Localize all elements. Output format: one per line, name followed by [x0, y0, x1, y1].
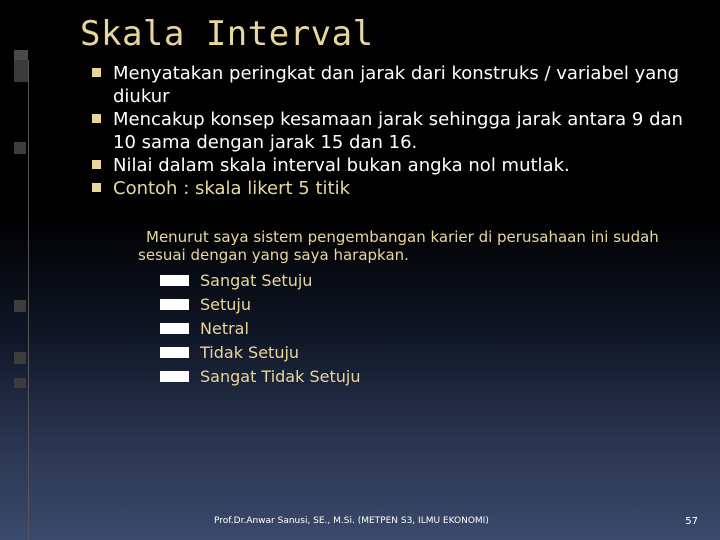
likert-option	[160, 268, 360, 292]
checkbox-icon	[160, 299, 189, 310]
decorative-block	[14, 142, 26, 154]
checkbox-icon	[160, 347, 189, 358]
bullet-text: Menyatakan peringkat dan jarak dari konstruks / variabel yang diukur	[113, 63, 680, 107]
likert-option-label: Netral	[200, 318, 249, 338]
bullet-text: Nilai dalam skala interval bukan angka nol mutlak.	[113, 155, 570, 176]
bullet-text: Contoh : skala likert 5 titik	[113, 178, 350, 199]
likert-option	[160, 340, 360, 364]
likert-option	[160, 292, 360, 316]
likert-option-label: Setuju	[200, 294, 251, 314]
left-divider-line	[28, 60, 29, 540]
bullet-item	[92, 108, 692, 154]
survey-question	[138, 228, 698, 264]
checkbox-icon	[160, 371, 189, 382]
decorative-block	[14, 378, 26, 388]
slide-title: Skala Interval	[80, 14, 374, 54]
likert-option-label: Sangat Setuju	[200, 270, 313, 290]
bullet-item	[92, 177, 692, 200]
checkbox-icon	[160, 275, 189, 286]
likert-option-label: Tidak Setuju	[200, 342, 300, 362]
bullet-item	[92, 154, 692, 177]
decorative-block	[14, 50, 28, 60]
footer-text: Prof.Dr.Anwar Sanusi, SE., M.Si. (METPEN S3, ILMU EKONOMI)	[214, 516, 489, 526]
bullet-list	[92, 62, 692, 200]
bullet-item	[92, 62, 692, 108]
square-bullet-icon	[92, 183, 101, 192]
checkbox-icon	[160, 323, 189, 334]
decorative-block	[14, 300, 26, 312]
square-bullet-icon	[92, 160, 101, 169]
likert-option	[160, 316, 360, 340]
likert-options	[160, 268, 360, 388]
page-number: 57	[685, 516, 698, 527]
likert-option	[160, 364, 360, 388]
decorative-block	[14, 60, 28, 82]
square-bullet-icon	[92, 68, 101, 77]
bullet-text: Mencakup konsep kesamaan jarak sehingga jarak antara 9 dan 10 sama dengan jarak 15 dan 16.	[113, 109, 683, 153]
square-bullet-icon	[92, 114, 101, 123]
likert-option-label: Sangat Tidak Setuju	[200, 366, 361, 386]
decorative-block	[14, 352, 26, 364]
survey-question-text: Menurut saya sistem pengembangan karier di perusahaan ini sudah sesuai dengan yang saya harapkan.	[138, 228, 659, 264]
